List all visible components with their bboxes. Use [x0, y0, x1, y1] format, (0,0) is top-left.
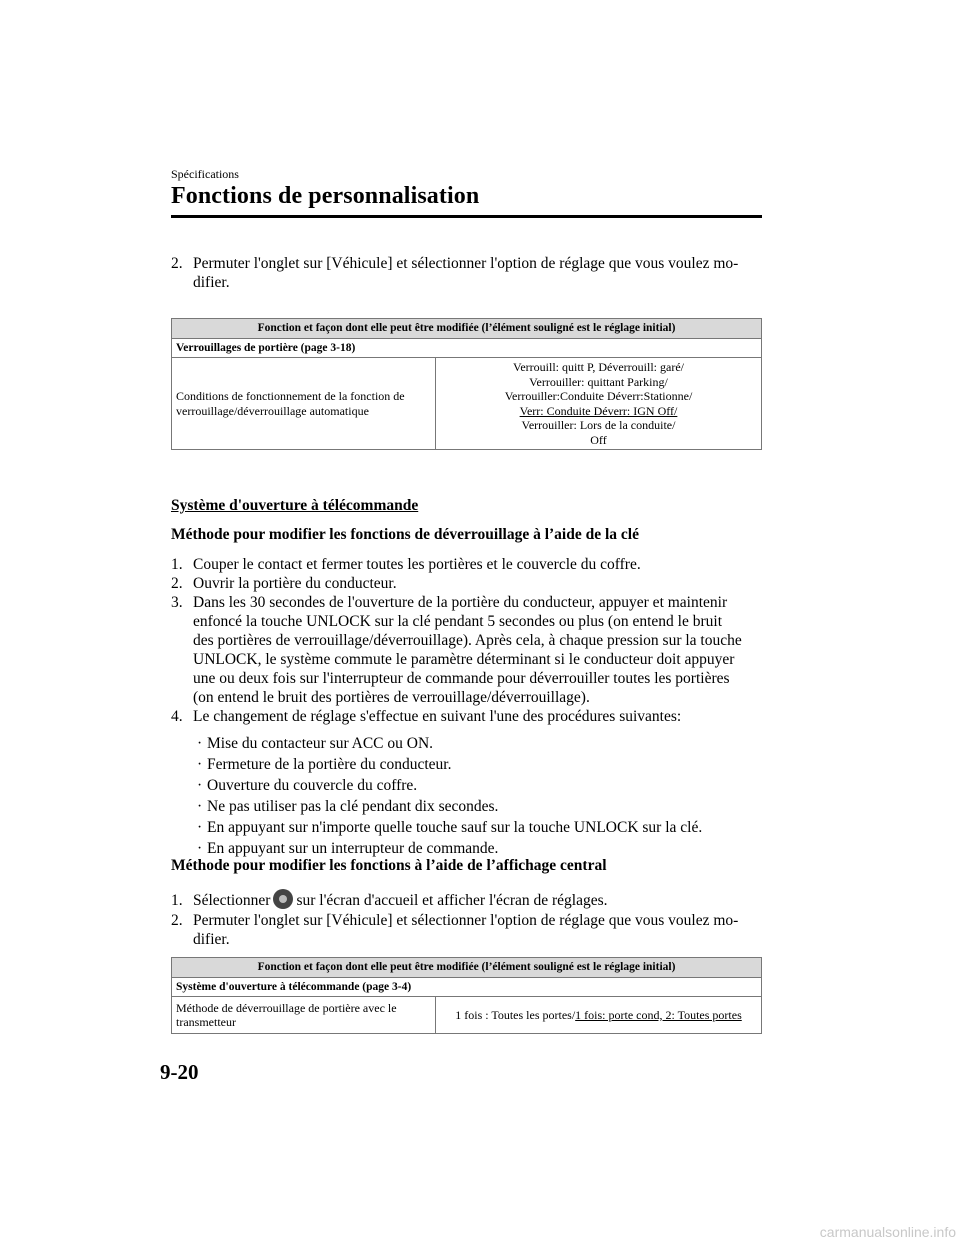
key-step-1: 1. Couper le contact et fermer toutes les portières et le couvercle du coffre.	[171, 556, 641, 573]
initial-setting: Verr: Conduite Déverr: IGN Off/	[519, 403, 678, 418]
chapter-title: Fonctions de personnalisation	[171, 183, 480, 209]
section-label: Spécifications	[171, 167, 239, 181]
table-header: Fonction et façon dont elle peut être modifiée (l’élément souligné est le réglage initial)	[172, 958, 762, 978]
list-item: · Ouverture du couvercle du coffre.	[197, 775, 702, 796]
table-header: Fonction et façon dont elle peut être modifiée (l’élément souligné est le réglage initial)	[172, 319, 762, 339]
setting-values: 1 fois : Toutes les portes/1 fois: porte cond, 2: Toutes portes	[436, 997, 762, 1034]
key-step-4: 4. Le changement de réglage s'effectue en suivant l'une des procédures suivantes:	[171, 708, 682, 725]
list-item: · Ne pas utiliser pas la clé pendant dix secondes.	[197, 796, 702, 817]
settings-icon	[273, 889, 293, 909]
display-method-heading: Méthode pour modifier les fonctions à l’aide de l’affichage central	[171, 857, 607, 874]
page-number: 9-20	[160, 1060, 199, 1084]
section-heading: Système d'ouverture à télécommande	[171, 497, 419, 514]
initial-setting: 1 fois: porte cond, 2: Toutes portes	[575, 1007, 742, 1022]
list-item: · En appuyant sur n'importe quelle touche sauf sur la touche UNLOCK sur la clé.	[197, 817, 702, 838]
setting-label: Conditions de fonctionnement de la fonction de verrouillage/déverrouillage automatique	[172, 358, 436, 450]
title-rule	[171, 215, 762, 218]
watermark: carmanualsonline.info	[819, 1224, 956, 1240]
table-subheader: Système d'ouverture à télécommande (page 3-4)	[172, 977, 762, 997]
key-method-heading: Méthode pour modifier les fonctions de déverrouillage à l’aide de la clé	[171, 526, 639, 543]
setting-values: Verrouill: quitt P, Déverrouill: garé/ Verrouiller: quittant Parking/ Verrouiller:Conduite Déverr:Stationne/ Verr: Conduite Déverr: IGN Off/ Verrouiller: Lors de la conduite/ Off	[436, 358, 762, 450]
list-item: · Mise du contacteur sur ACC ou ON.	[197, 733, 702, 754]
list-item: · En appuyant sur un interrupteur de commande.	[197, 838, 702, 859]
key-step-3: 3. Dans les 30 secondes de l'ouverture de la portière du conducteur, appuyer et maintenir enfoncé la touche UNLOCK sur la clé pendant 5 secondes ou plus (on entend le bruit des portières de verrouillage/déverrouillage). Après cela, à chaque pression sur la touche UNLOCK, le système commute le paramètre déterminant si le conducteur doit appuyer une ou deux fois sur l'interrupteur de commande pour déverrouiller toutes les portières (on entend le bruit des portières de verrouillage/déverrouillage).	[171, 594, 742, 706]
display-step-1: 1. Sélectionner sur l'écran d'accueil et afficher l'écran de réglages.	[171, 889, 766, 910]
display-step-2: 2. Permuter l'onglet sur [Véhicule] et sélectionner l'option de réglage que vous voulez mo- difier.	[171, 912, 739, 948]
procedure-list	[197, 733, 702, 859]
settings-table-keyless	[171, 957, 762, 1034]
settings-table-door-locks	[171, 318, 762, 450]
step-2-top: 2. Permuter l'onglet sur [Véhicule] et sélectionner l'option de réglage que vous voulez mo- difier.	[171, 255, 739, 291]
list-item: · Fermeture de la portière du conducteur.	[197, 754, 702, 775]
key-step-2: 2. Ouvrir la portière du conducteur.	[171, 575, 397, 592]
table-subheader: Verrouillages de portière (page 3-18)	[172, 338, 762, 358]
setting-label: Méthode de déverrouillage de portière avec le transmetteur	[172, 997, 436, 1034]
